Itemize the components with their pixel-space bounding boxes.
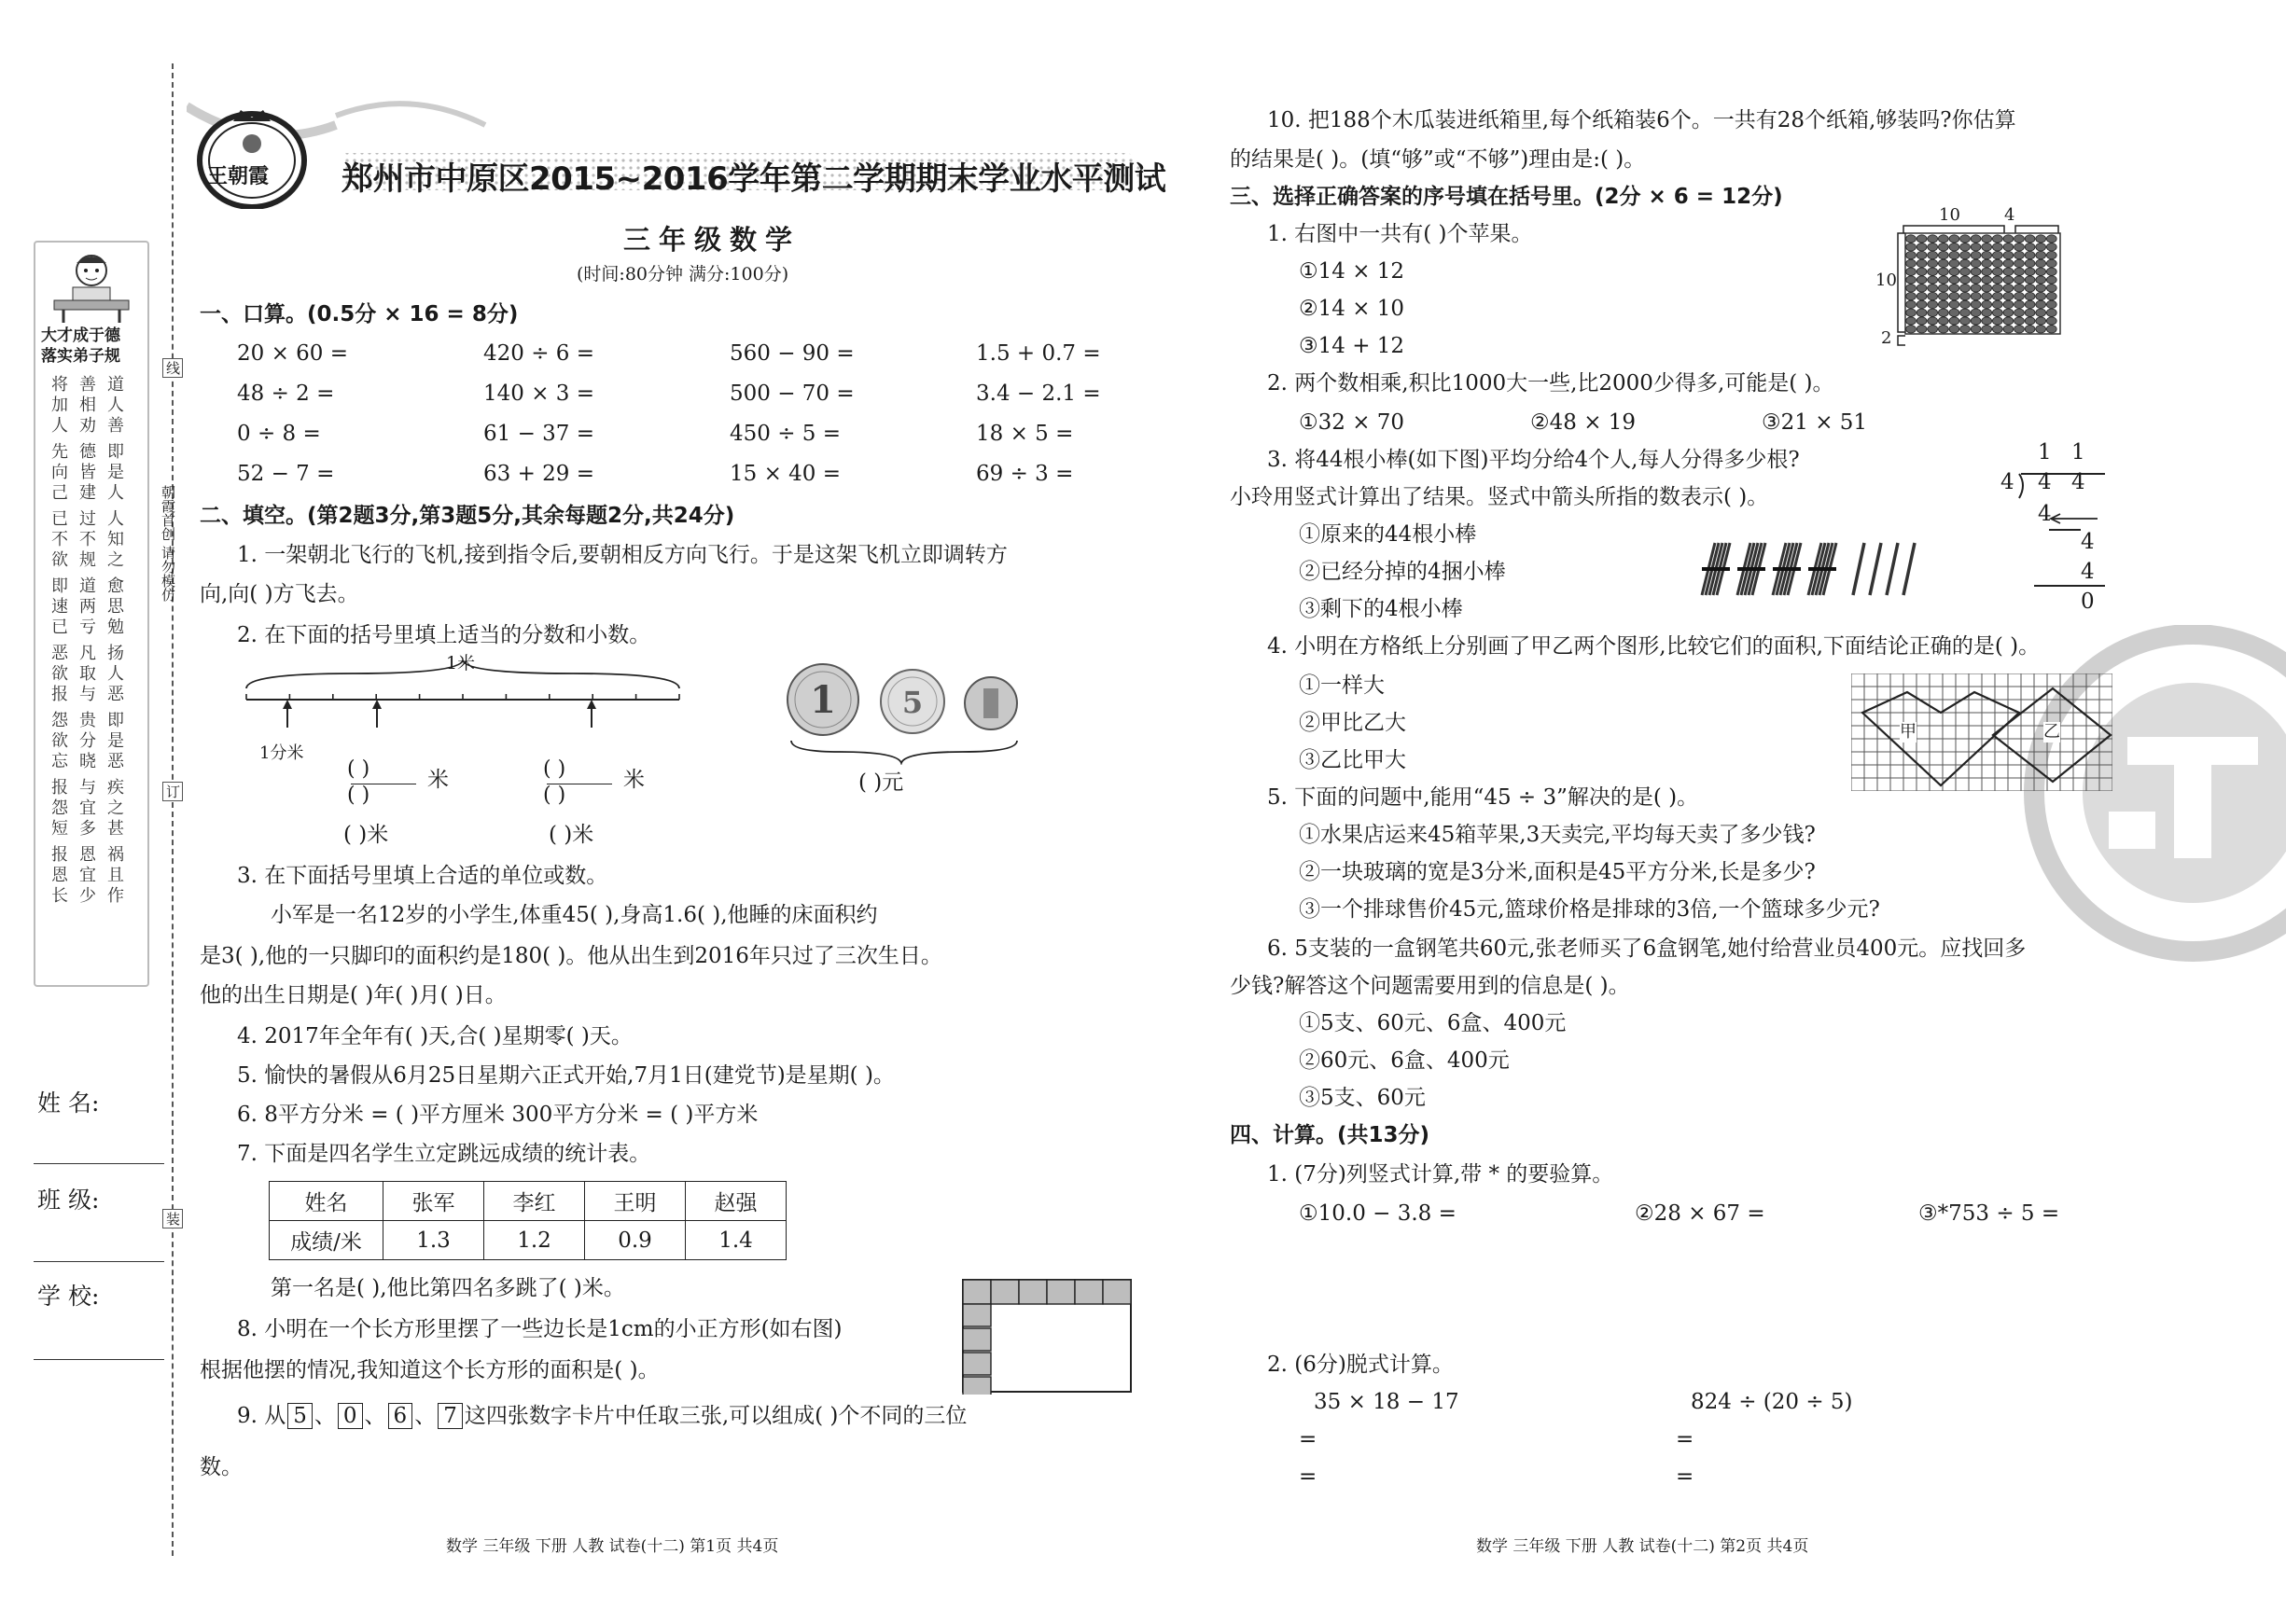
mental-calc-item: 1.5 + 0.7 = (976, 341, 1101, 366)
subject-title: 三年级数学 (623, 224, 801, 256)
verse-line: 恶凡扬 (51, 644, 135, 663)
expression-1: 35 × 18 − 17 (1314, 1390, 1459, 1414)
q3-text: 3. 在下面括号里填上合适的单位或数。 (237, 864, 608, 888)
choice-1-text: 1. 右图中一共有( )个苹果。 (1267, 222, 1533, 246)
long-jump-table (269, 1181, 787, 1260)
cut-mark-bind: 装 (162, 1209, 183, 1228)
school-field[interactable] (34, 1359, 164, 1360)
cut-mark-line: 线 (162, 358, 183, 378)
motto-1: 大才成于德 (41, 326, 120, 345)
ruler-unit-label: 1分米 (259, 743, 304, 763)
mental-calc-item: 140 × 3 = (483, 382, 595, 406)
choice-2-option-1[interactable]: ①32 × 70 (1299, 410, 1405, 435)
mental-calc-item: 3.4 − 2.1 = (976, 382, 1101, 406)
mental-calc-item: 0 ÷ 8 = (237, 422, 321, 446)
fraction-unit-1: 米 (427, 768, 449, 792)
verse-line: 加相人 (51, 396, 135, 415)
shape-yi-label: 乙 (2043, 722, 2060, 742)
class-field[interactable] (34, 1261, 164, 1262)
equals-sign: = (1676, 1464, 1694, 1489)
verse-line: 已过人 (51, 509, 135, 529)
verse-line: 报与恶 (51, 685, 135, 704)
apple-grid-diagram (1875, 205, 2118, 354)
division-dividend: 4 4 (2038, 470, 2085, 494)
choice-6-option-2[interactable]: ②60元、6盒、400元 (1299, 1048, 1510, 1073)
verse-line: 恩宜且 (51, 866, 135, 885)
apple-label-rows-b: 2 (1881, 328, 1892, 348)
section-2-title: 二、填空。(第2题3分,第3题5分,其余每题2分,共24分) (200, 504, 735, 528)
digit-card: 0 (338, 1403, 363, 1429)
coins-answer-blank[interactable]: ( )元 (858, 770, 904, 795)
verse-line: 已亏勉 (51, 618, 135, 637)
name-label: 姓 名: (37, 1090, 100, 1117)
equals-sign: = (1299, 1464, 1317, 1489)
shape-jia-label: 甲 (1900, 722, 1917, 742)
mental-calc-item: 20 × 60 = (237, 341, 349, 366)
q9-line: 9. 从 5 、 0 、 6 、 7 这四张数字卡片中任取三张,可以组成( )个不同的三位 (237, 1404, 968, 1428)
q7-follow-up: 第一名是( ),他比第四名多跳了( )米。 (271, 1276, 625, 1300)
q2-text: 2. 在下面的括号里填上适当的分数和小数。 (237, 623, 651, 647)
choice-6-line-b: 少钱?解答这个问题需要用到的信息是( )。 (1230, 974, 1630, 998)
motto-2: 落实弟子规 (41, 347, 120, 366)
verse-line: 先德即 (51, 442, 135, 462)
division-divisor: 4 (2000, 470, 2014, 494)
choice-6-option-1[interactable]: ①5支、60元、6盒、400元 (1299, 1011, 1567, 1035)
table-row (270, 1221, 787, 1260)
table-cell: 1.2 (484, 1221, 585, 1260)
digit-card: 5 (287, 1403, 313, 1429)
time-info: (时间:80分钟 满分:100分) (577, 264, 789, 285)
coins-picture (784, 662, 1026, 765)
verse-line: 欲分是 (51, 731, 135, 751)
choice-5-option-2[interactable]: ②一块玻璃的宽是3分米,面积是45平方分米,长是多少? (1299, 860, 1816, 884)
equals-sign: = (1299, 1427, 1317, 1451)
apple-label-rows-a: 10 (1875, 271, 1897, 290)
verse-line: 不不知 (51, 530, 135, 549)
table-cell: 李红 (484, 1182, 585, 1221)
verse-line: 速两思 (51, 597, 135, 617)
verse-column-block (47, 375, 140, 912)
mental-calc-item: 500 − 70 = (730, 382, 855, 406)
page-footer-2: 数学 三年级 下册 人教 试卷(十二) 第2页 共4页 (1476, 1537, 1809, 1556)
svg-text:5: 5 (901, 685, 924, 720)
table-cell: 王明 (585, 1182, 686, 1221)
section-1-title: 一、口算。(0.5分 × 16 = 8分) (200, 302, 519, 326)
q3-line-b: 是3( ),他的一只脚印的面积约是180( )。他从出生到2016年只过了三次生日。 (200, 944, 942, 968)
brand-logo-icon (192, 104, 312, 209)
q10-line-a: 10. 把188个木瓜装进纸箱里,每个纸箱装6个。一共有28个纸箱,够装吗?你估算 (1267, 108, 2016, 132)
q1-line-b: 向,向( )方飞去。 (200, 582, 359, 606)
q3-line-c: 他的出生日期是( )年( )月( )日。 (200, 983, 507, 1007)
division-step-1: 4 (2038, 502, 2052, 526)
choice-1-option-1[interactable]: ①14 × 12 (1299, 259, 1405, 284)
choice-2-text: 2. 两个数相乘,积比1000大一些,比2000少得多,可能是( )。 (1267, 371, 1834, 396)
mental-calc-item: 63 + 29 = (483, 462, 595, 486)
long-division-diagram (1997, 440, 2118, 627)
choice-3-option-1[interactable]: ①原来的44根小棒 (1299, 522, 1477, 547)
class-label: 班 级: (37, 1187, 100, 1214)
copyright-note: 朝霞首创 请勿模仿 (160, 485, 176, 602)
verse-line: 己建人 (51, 483, 135, 503)
table-cell: 1.4 (686, 1221, 787, 1260)
rectangle-tiles-diagram (961, 1278, 1134, 1395)
choice-1-option-2[interactable]: ②14 × 10 (1299, 297, 1405, 321)
choice-5-text: 5. 下面的问题中,能用“45 ÷ 3”解决的是( )。 (1267, 785, 1699, 810)
q5-text: 5. 愉快的暑假从6月25日星期六正式开始,7月1日(建党节)是星期( )。 (237, 1063, 895, 1088)
expression-2: 824 ÷ (20 ÷ 5) (1691, 1390, 1853, 1414)
verse-line: 将善道 (51, 375, 135, 395)
division-quotient: 1 1 (2038, 440, 2085, 465)
mental-calc-item: 18 × 5 = (976, 422, 1074, 446)
mental-calc-item: 69 ÷ 3 = (976, 462, 1074, 486)
mental-calc-item: 420 ÷ 6 = (483, 341, 595, 366)
scholar-illustration (45, 250, 138, 325)
choice-2-option-2[interactable]: ②48 × 19 (1530, 410, 1637, 435)
choice-3-line-b: 小玲用竖式计算出了结果。竖式中箭头所指的数表示( )。 (1230, 485, 1769, 509)
choice-5-option-3[interactable]: ③一个排球售价45元,篮球价格是排球的3倍,一个篮球多少元? (1299, 897, 1880, 922)
q6-text: 6. 8平方分米 = ( )平方厘米 300平方分米 = ( )平方米 (237, 1103, 759, 1127)
verse-line: 怨贵即 (51, 711, 135, 730)
verse-line: 欲取人 (51, 664, 135, 684)
exam-title: 郑州市中原区2015~2016学年第二学期期末学业水平测试 (342, 160, 1166, 198)
mental-calc-item: 48 ÷ 2 = (237, 382, 335, 406)
verse-line: 欲规之 (51, 550, 135, 570)
choice-6-option-3[interactable]: ③5支、60元 (1299, 1086, 1426, 1110)
decimal-blank-1[interactable]: ( )米 (343, 823, 389, 847)
page-footer-1: 数学 三年级 下册 人教 试卷(十二) 第1页 共4页 (446, 1537, 779, 1556)
calc-2-text: 2. (6分)脱式计算。 (1267, 1353, 1454, 1377)
verse-line: 怨宜之 (51, 798, 135, 818)
section-3-title: 三、选择正确答案的序号填在括号里。(2分 × 6 = 12分) (1230, 185, 1783, 209)
verse-line: 长少作 (51, 886, 135, 906)
mental-calc-item: 560 − 90 = (730, 341, 855, 366)
choice-4-option-1[interactable]: ①一样大 (1299, 673, 1385, 698)
mental-calc-item: 15 × 40 = (730, 462, 842, 486)
mental-calc-item: 61 − 37 = (483, 422, 595, 446)
choice-5-option-1[interactable]: ①水果店运来45箱苹果,3天卖完,平均每天卖了多少钱? (1299, 823, 1816, 847)
choice-3-option-3[interactable]: ③剩下的4根小棒 (1299, 597, 1463, 621)
table-cell: 成绩/米 (270, 1221, 383, 1260)
decimal-blank-2[interactable]: ( )米 (549, 823, 594, 847)
verse-line: 向皆是 (51, 463, 135, 482)
verse-line: 短多甚 (51, 819, 135, 839)
division-step-3: 4 (2081, 560, 2095, 584)
sticks-bundle-icon (1698, 539, 1931, 599)
cut-mark-order: 订 (162, 782, 183, 801)
calc-1-item-1: ①10.0 − 3.8 = (1299, 1201, 1457, 1226)
table-cell: 0.9 (585, 1221, 686, 1260)
mental-calc-item: 450 ÷ 5 = (730, 422, 842, 446)
q1-line-a: 1. 一架朝北飞行的飞机,接到指令后,要朝相反方向飞行。于是这架飞机立即调转方 (237, 543, 1008, 567)
svg-text:1: 1 (810, 678, 836, 722)
q9-line-c: 数。 (200, 1455, 243, 1479)
apple-label-cols-b: 4 (2004, 205, 2015, 225)
verse-line: 报恩祸 (51, 845, 135, 865)
verse-line: 报与疾 (51, 778, 135, 798)
choice-4-option-3[interactable]: ③乙比甲大 (1299, 748, 1406, 772)
q7-text: 7. 下面是四名学生立定跳远成绩的统计表。 (237, 1142, 651, 1166)
table-cell: 赵强 (686, 1182, 787, 1221)
binding-line (172, 63, 174, 1556)
table-cell: 1.3 (383, 1221, 484, 1260)
q8-line-a: 8. 小明在一个长方形里摆了一些边长是1cm的小正方形(如右图) (237, 1317, 843, 1341)
calc-1-text: 1. (7分)列竖式计算,带 * 的要验算。 (1267, 1162, 1614, 1187)
q4-text: 4. 2017年全年有( )天,合( )星期零( )天。 (237, 1024, 633, 1048)
verse-line: 人劝善 (51, 416, 135, 436)
digit-card: 6 (388, 1403, 413, 1429)
section-4-title: 四、计算。(共13分) (1230, 1123, 1430, 1147)
apple-label-cols-a: 10 (1939, 205, 1960, 225)
choice-4-option-2[interactable]: ②甲比乙大 (1299, 711, 1406, 735)
table-cell: 张军 (383, 1182, 484, 1221)
q10-line-b: 的结果是( )。(填“够”或“不够”)理由是:( )。 (1230, 147, 1646, 172)
division-remainder: 0 (2081, 590, 2095, 614)
grid-shapes-diagram (1851, 673, 2112, 791)
verse-line: 忘晓恶 (51, 752, 135, 771)
equals-sign: = (1676, 1427, 1694, 1451)
calc-1-item-3: ③*753 ÷ 5 = (1918, 1201, 2060, 1226)
division-step-2: 4 (2081, 530, 2095, 554)
brand-logo-text: 王朝霞 (207, 164, 270, 188)
name-field[interactable] (34, 1163, 164, 1164)
q3-line-a: 小军是一名12岁的小学生,体重45( ),身高1.6( ),他睡的床面积约 (271, 903, 878, 927)
choice-2-option-3[interactable]: ③21 × 51 (1762, 410, 1868, 435)
table-header-row (270, 1182, 787, 1221)
choice-3-option-2[interactable]: ②已经分掉的4捆小棒 (1299, 560, 1506, 584)
choice-3-line-a: 3. 将44根小棒(如下图)平均分给4个人,每人分得多少根? (1267, 448, 1800, 472)
fraction-unit-2: 米 (623, 768, 645, 792)
digit-card: 7 (438, 1403, 463, 1429)
mental-calc-item: 52 − 7 = (237, 462, 335, 486)
verse-line: 即道愈 (51, 576, 135, 596)
choice-6-line-a: 6. 5支装的一盒钢笔共60元,张老师买了6盒钢笔,她付给营业员400元。应找回多 (1267, 937, 2027, 961)
fraction-blank-1[interactable]: ( ) ( ) (347, 757, 420, 810)
choice-4-text: 4. 小明在方格纸上分别画了甲乙两个图形,比较它们的面积,下面结论正确的是( )。 (1267, 634, 2041, 659)
ruler-length-label: 1米 (446, 653, 476, 673)
calc-1-item-2: ②28 × 67 = (1635, 1201, 1765, 1226)
fraction-blank-2[interactable]: ( ) ( ) (543, 757, 616, 810)
q8-line-b: 根据他摆的情况,我知道这个长方形的面积是( )。 (200, 1358, 660, 1382)
table-cell: 姓名 (270, 1182, 383, 1221)
choice-1-option-3[interactable]: ③14 + 12 (1299, 334, 1405, 358)
school-label: 学 校: (37, 1283, 100, 1310)
